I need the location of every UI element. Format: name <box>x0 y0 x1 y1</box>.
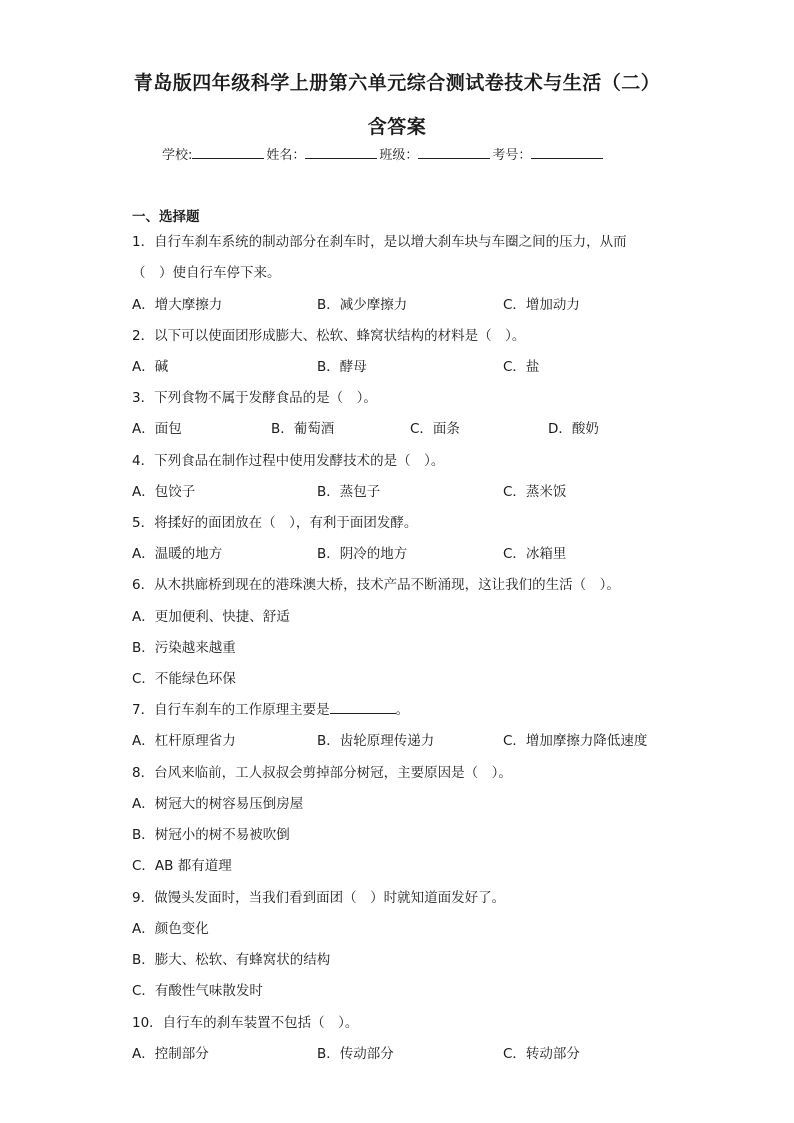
question-7 <box>132 701 409 719</box>
q5-option-b[interactable]: B．阴冷的地方 <box>317 546 408 562</box>
page-title: 青岛版四年级科学上册第六单元综合测试卷技术与生活（二） <box>133 72 661 94</box>
q2-option-c[interactable]: C．盐 <box>503 359 540 375</box>
number-blank[interactable] <box>531 146 603 159</box>
school-label: 学校: <box>162 148 193 163</box>
q7-option-b[interactable]: B．齿轮原理传递力 <box>317 733 435 749</box>
q6-option-c[interactable]: C．不能绿色环保 <box>132 671 236 687</box>
name-label: 姓名： <box>266 148 306 163</box>
q6-option-b[interactable]: B．污染越来越重 <box>132 640 236 656</box>
q8-option-b[interactable]: B．树冠小的树不易被吹倒 <box>132 827 290 843</box>
class-label: 班级： <box>379 148 419 163</box>
q3-option-b[interactable]: B．葡萄酒 <box>271 421 335 437</box>
q3-option-c[interactable]: C．面条 <box>410 421 460 437</box>
q2-option-a[interactable]: A．碱 <box>132 359 169 375</box>
question-1: 1．自行车刹车系统的制动部分在刹车时，是以增大刹车块与车圈之间的压力，从而 <box>132 234 627 250</box>
question-5: 5．将揉好的面团放在（ ），有利于面团发酵。 <box>132 515 418 531</box>
name-blank[interactable] <box>305 146 377 159</box>
class-blank[interactable] <box>418 146 490 159</box>
question-3: 3．下列食物不属于发酵食品的是（ ）。 <box>132 390 377 406</box>
q9-option-a[interactable]: A．颜色变化 <box>132 921 209 937</box>
q10-option-b[interactable]: B．传动部分 <box>317 1046 394 1062</box>
q8-option-a[interactable]: A．树冠大的树容易压倒房屋 <box>132 796 304 812</box>
q1-option-a[interactable]: A．增大摩擦力 <box>132 297 223 313</box>
question-6: 6．从木拱廊桥到现在的港珠澳大桥，技术产品不断涌现，这让我们的生活（ ）。 <box>132 577 620 593</box>
answer-blank[interactable] <box>330 701 396 714</box>
page-title-line2: 含答案 <box>367 116 427 138</box>
q3-option-d[interactable]: D．酸奶 <box>548 421 599 437</box>
q7-option-c[interactable]: C．增加摩擦力降低速度 <box>503 733 648 749</box>
q3-option-a[interactable]: A．面包 <box>132 421 182 437</box>
school-blank[interactable] <box>192 146 264 159</box>
q10-option-a[interactable]: A．控制部分 <box>132 1046 209 1062</box>
number-label: 考号： <box>492 148 532 163</box>
question-1-cont: （ ）使自行车停下来。 <box>132 265 281 281</box>
question-8: 8．台风来临前，工人叔叔会剪掉部分树冠，主要原因是（ ）。 <box>132 765 512 781</box>
question-2: 2．以下可以使面团形成膨大、松软、蜂窝状结构的材料是（ ）。 <box>132 328 526 344</box>
section-heading: 一、选择题 <box>132 209 200 225</box>
q7-option-a[interactable]: A．杠杆原理省力 <box>132 733 236 749</box>
question-7-end: 。 <box>395 702 410 718</box>
q4-option-b[interactable]: B．蒸包子 <box>317 484 381 500</box>
student-info-row <box>162 144 605 163</box>
q9-option-b[interactable]: B．膨大、松软、有蜂窝状的结构 <box>132 952 331 968</box>
question-4: 4．下列食品在制作过程中使用发酵技术的是（ ）。 <box>132 453 445 469</box>
q9-option-c[interactable]: C．有酸性气味散发时 <box>132 983 263 999</box>
question-7-text: 7．自行车刹车的工作原理主要是 <box>132 702 330 718</box>
q5-option-a[interactable]: A．温暖的地方 <box>132 546 223 562</box>
q1-option-b[interactable]: B．减少摩擦力 <box>317 297 408 313</box>
q4-option-a[interactable]: A．包饺子 <box>132 484 196 500</box>
q5-option-c[interactable]: C．冰箱里 <box>503 546 567 562</box>
q1-option-c[interactable]: C．增加动力 <box>503 297 580 313</box>
q8-option-c[interactable]: C．AB 都有道理 <box>132 858 232 874</box>
question-9: 9．做馒头发面时，当我们看到面团（ ）时就知道面发好了。 <box>132 890 506 906</box>
q4-option-c[interactable]: C．蒸米饭 <box>503 484 567 500</box>
q6-option-a[interactable]: A．更加便利、快捷、舒适 <box>132 609 290 625</box>
question-10: 10．自行车的刹车装置不包括（ ）。 <box>132 1015 359 1031</box>
q10-option-c[interactable]: C．转动部分 <box>503 1046 580 1062</box>
q2-option-b[interactable]: B．酵母 <box>317 359 367 375</box>
